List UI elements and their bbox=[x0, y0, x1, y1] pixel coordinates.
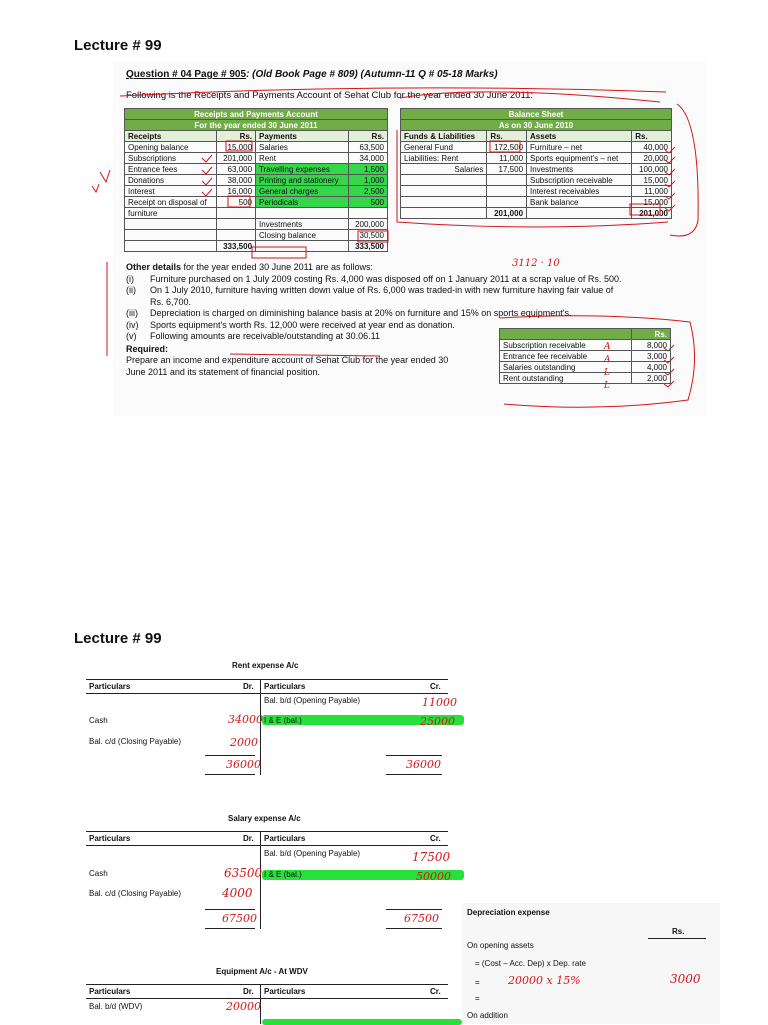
rp-col-rs2: Rs. bbox=[349, 131, 388, 142]
cell: Entrance fee receivable bbox=[500, 351, 632, 362]
rent-cr-row1-amt: 11000 bbox=[422, 696, 457, 709]
cell: Investments bbox=[527, 164, 632, 175]
item-text: Sports equipment's worth Rs. 12,000 were received at year end as donation. bbox=[150, 319, 455, 330]
rent-cr-row2: I & E (bal.) bbox=[264, 716, 302, 725]
cell: Travelling expenses bbox=[256, 164, 349, 175]
rent-dr-row1-amt: 34000 bbox=[228, 713, 263, 726]
rp-title-2: For the year ended 30 June 2011 bbox=[125, 120, 388, 131]
cell: Investments bbox=[256, 219, 349, 230]
item-number: (v) bbox=[126, 331, 137, 341]
cell: Salaries bbox=[256, 142, 349, 153]
cell: 3,000 bbox=[631, 351, 670, 362]
depreciation-line5: On addition bbox=[467, 1011, 508, 1020]
cell: Printing and stationery bbox=[256, 175, 349, 186]
list-item bbox=[126, 274, 686, 286]
item-number: (iii) bbox=[126, 308, 138, 318]
cell: 4,000 bbox=[631, 362, 670, 373]
cell: 2,000 bbox=[631, 373, 670, 384]
cell: Interest bbox=[125, 186, 217, 197]
cell: Interest receivables bbox=[527, 186, 632, 197]
cell: Bank balance bbox=[527, 197, 632, 208]
item-number bbox=[126, 297, 150, 309]
cell: 8,000 bbox=[631, 340, 670, 351]
cell: 34,000 bbox=[349, 153, 388, 164]
equipment-ledger-title: Equipment A/c - At WDV bbox=[216, 967, 308, 976]
cell: Rent outstanding bbox=[500, 373, 632, 384]
rp-col-rs: Rs. bbox=[217, 131, 256, 142]
rp-col-payments: Payments bbox=[256, 131, 349, 142]
question-ref: Question # 04 Page # 905 bbox=[126, 69, 247, 80]
cell: 333,500 bbox=[349, 241, 388, 252]
cell: 200,000 bbox=[349, 219, 388, 230]
table-row bbox=[500, 362, 671, 373]
cell: 201,000 bbox=[487, 208, 527, 219]
rent-total-dr: 36000 bbox=[226, 758, 261, 771]
cell: Receipt on disposal of bbox=[125, 197, 217, 208]
cell: 63,000 bbox=[217, 164, 256, 175]
salary-dr-row2: Bal. c/d (Closing Payable) bbox=[89, 889, 182, 898]
other-details-heading: Other details bbox=[126, 262, 182, 272]
item-text: Depreciation is charged on diminishing balance basis at 20% on furniture and 15% on sports equipment's. bbox=[150, 308, 572, 318]
cell: 500 bbox=[349, 197, 388, 208]
cell: General Fund bbox=[401, 142, 487, 153]
salary-total-cr: 67500 bbox=[404, 912, 439, 925]
receivables-table bbox=[499, 328, 671, 384]
salary-dr-particulars: Particulars bbox=[89, 834, 131, 843]
salary-cr-particulars: Particulars bbox=[264, 834, 306, 843]
bs-col-funds: Funds & Liabilities bbox=[401, 131, 487, 142]
cell: Subscriptions bbox=[125, 153, 217, 164]
cell: 17,500 bbox=[487, 164, 527, 175]
required-text-1: Prepare an income and expenditure account of Sehat Club for the year ended 30 bbox=[126, 355, 449, 365]
cell: 40,000 bbox=[632, 142, 672, 153]
depreciation-hand-calc: 20000 x 15% bbox=[508, 974, 581, 987]
cell: Subscription receivable bbox=[527, 175, 632, 186]
cell: 15,000 bbox=[217, 142, 256, 153]
cell: Rent bbox=[256, 153, 349, 164]
rent-dr: Dr. bbox=[243, 682, 254, 691]
table-row bbox=[500, 373, 671, 384]
cell: 38,000 bbox=[217, 175, 256, 186]
cell: 11,000 bbox=[487, 153, 527, 164]
item-text: Following amounts are receivable/outstanding at 30.06.11 bbox=[150, 331, 380, 341]
item-number: (i) bbox=[126, 273, 134, 284]
rent-total-cr: 36000 bbox=[406, 758, 441, 771]
mark-a: A bbox=[604, 355, 611, 365]
depreciation-line3: = bbox=[475, 978, 480, 987]
salary-cr-row2-amt: 50000 bbox=[416, 870, 451, 883]
table-row bbox=[500, 340, 671, 351]
item-text: Furniture purchased on 1 July 2009 costing Rs. 4,000 was disposed off on 1 January 2011 at a scrap value of Rs. 500. bbox=[150, 273, 622, 284]
equipment-dr-row1-amt: 20000 bbox=[226, 1000, 261, 1013]
cell: 11,000 bbox=[632, 186, 672, 197]
salary-cr: Cr. bbox=[430, 834, 441, 843]
salary-dr: Dr. bbox=[243, 834, 254, 843]
table-row bbox=[500, 351, 671, 362]
rent-cr-row1: Bal. b/d (Opening Payable) bbox=[264, 696, 361, 705]
salary-dr-row1-amt: 63500 bbox=[224, 866, 263, 880]
depreciation-line4: = bbox=[475, 994, 480, 1003]
cell: Subscription receivable bbox=[500, 340, 632, 351]
cell: 2,500 bbox=[349, 186, 388, 197]
list-item bbox=[126, 285, 686, 297]
salary-dr-row2-amt: 4000 bbox=[222, 886, 253, 900]
cell: 15,000 bbox=[632, 197, 672, 208]
cell: 100,000 bbox=[632, 164, 672, 175]
salary-ledger-title: Salary expense A/c bbox=[228, 814, 301, 823]
salary-cr-row1: Bal. b/d (Opening Payable) bbox=[264, 849, 361, 858]
bs-col-assets: Assets bbox=[527, 131, 632, 142]
list-item bbox=[126, 297, 686, 309]
bs-title-1: Balance Sheet bbox=[401, 109, 672, 120]
lecture-title: Lecture # 99 bbox=[74, 37, 162, 54]
salary-cr-row1-amt: 17500 bbox=[412, 850, 451, 864]
depreciation-rs: Rs. bbox=[672, 927, 685, 936]
other-details-heading-rest: for the year ended 30 June 2011 are as follows: bbox=[181, 262, 373, 272]
cell: Opening balance bbox=[125, 142, 217, 153]
item-text: On 1 July 2010, furniture having written down value of Rs. 6,000 was traded-in with new furniture having fair value of bbox=[150, 285, 614, 295]
cell: Salaries bbox=[401, 164, 487, 175]
depreciation-line1: On opening assets bbox=[467, 941, 534, 950]
cell: 333,500 bbox=[217, 241, 256, 252]
cell: Sports equipment's – net bbox=[527, 153, 632, 164]
list-item bbox=[126, 308, 686, 320]
item-number: (ii) bbox=[126, 285, 136, 295]
required-text-2: June 2011 and its statement of financial position. bbox=[126, 366, 320, 377]
item-number: (iv) bbox=[126, 319, 139, 330]
cell: 201,000 bbox=[217, 153, 256, 164]
cell: Closing balance bbox=[256, 230, 349, 241]
salary-dr-row1: Cash bbox=[89, 869, 108, 878]
cell: 30,500 bbox=[349, 230, 388, 241]
depreciation-amount: 3000 bbox=[670, 972, 701, 986]
salary-total-dr: 67500 bbox=[222, 912, 257, 925]
cell: 1,000 bbox=[349, 175, 388, 186]
cell: 172,500 bbox=[487, 142, 527, 153]
cell: Salaries outstanding bbox=[500, 362, 632, 373]
mark-a: A bbox=[604, 342, 611, 352]
cell: Entrance fees bbox=[125, 164, 217, 175]
item-text: Rs. 6,700. bbox=[150, 296, 192, 307]
cell: General charges bbox=[256, 186, 349, 197]
salary-cr-row2: I & E (bal.) bbox=[264, 870, 302, 879]
rent-dr-row2-amt: 2000 bbox=[230, 736, 258, 749]
cell: Donations bbox=[125, 175, 217, 186]
cell: 63,500 bbox=[349, 142, 388, 153]
highlight bbox=[262, 1019, 462, 1025]
question-intro: Following is the Receipts and Payments Account of Sehat Club for the year ended 30 June 2011: bbox=[126, 90, 533, 101]
mark-l: L bbox=[604, 368, 610, 378]
rent-ledger-title: Rent expense A/c bbox=[232, 661, 299, 670]
equipment-cr: Cr. bbox=[430, 987, 441, 996]
cell: 201,000 bbox=[632, 208, 672, 219]
rp-title-1: Receipts and Payments Account bbox=[125, 109, 388, 120]
cell: 20,000 bbox=[632, 153, 672, 164]
cell: 16,000 bbox=[217, 186, 256, 197]
rent-dr-row1: Cash bbox=[89, 716, 108, 725]
cell: 15,000 bbox=[632, 175, 672, 186]
required-label: Required: bbox=[126, 343, 169, 354]
equipment-cr-particulars: Particulars bbox=[264, 987, 306, 996]
cell: Liabilities: Rent bbox=[401, 153, 487, 164]
rent-cr: Cr. bbox=[430, 682, 441, 691]
cell: furniture bbox=[125, 208, 217, 219]
cell: Periodicals bbox=[256, 197, 349, 208]
rent-cr-row2-amt: 25000 bbox=[420, 715, 455, 728]
depreciation-line2: = (Cost – Acc. Dep) x Dep. rate bbox=[475, 959, 586, 968]
margin-note: 3112 · 10 bbox=[512, 258, 560, 269]
rp-col-receipts: Receipts bbox=[125, 131, 217, 142]
equipment-dr: Dr. bbox=[243, 987, 254, 996]
rent-cr-particulars: Particulars bbox=[264, 682, 306, 691]
receivables-rs-head: Rs. bbox=[631, 329, 670, 340]
question-detail: : (Old Book Page # 809) (Autumn-11 Q # 05-18 Marks) bbox=[246, 69, 498, 80]
rent-dr-particulars: Particulars bbox=[89, 682, 131, 691]
bs-col-rs: Rs. bbox=[487, 131, 527, 142]
depreciation-title: Depreciation expense bbox=[467, 908, 550, 917]
bs-title-2: As on 30 June 2010 bbox=[401, 120, 672, 131]
equipment-dr-particulars: Particulars bbox=[89, 987, 131, 996]
rent-dr-row2: Bal. c/d (Closing Payable) bbox=[89, 737, 182, 746]
cell: 500 bbox=[217, 197, 256, 208]
equipment-dr-row1: Bal. b/d (WDV) bbox=[89, 1002, 143, 1011]
cell: 1,500 bbox=[349, 164, 388, 175]
cell: Furniture – net bbox=[527, 142, 632, 153]
bs-col-rs2: Rs. bbox=[632, 131, 672, 142]
mark-l: L bbox=[604, 381, 610, 391]
lecture-title: Lecture # 99 bbox=[74, 630, 162, 647]
